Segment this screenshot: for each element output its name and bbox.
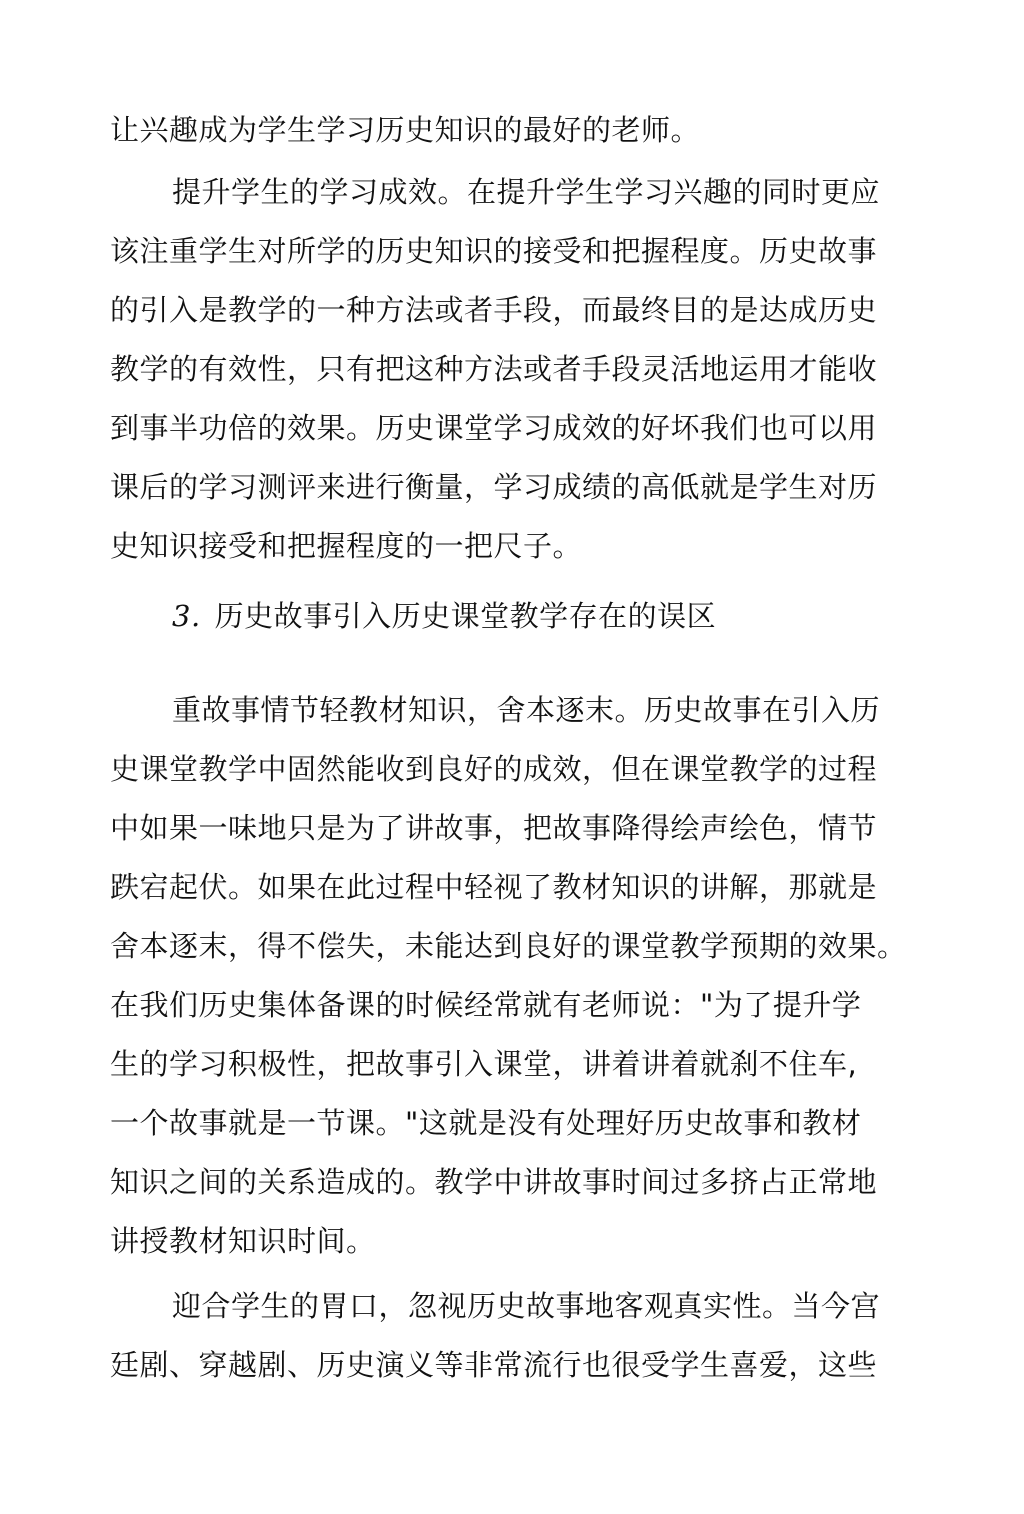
paragraph-2-line-8: 一个故事就是一节课。"这就是没有处理好历史故事和教材 (110, 1106, 862, 1140)
paragraph-2-line-7: 生的学习积极性，把故事引入课堂，讲着讲着就刹不住车, (110, 1047, 858, 1081)
text-line: 让兴趣成为学生学习历史知识的最好的老师。 (110, 113, 701, 147)
paragraph-1-line-7: 史知识接受和把握程度的一把尺子。 (110, 529, 583, 563)
section-heading-text: 历史故事引入历史课堂教学存在的误区 (214, 599, 717, 633)
paragraph-1-line-5: 到事半功倍的效果。历史课堂学习成效的好坏我们也可以用 (110, 411, 878, 445)
paragraph-3-line-2: 廷剧、穿越剧、历史演义等非常流行也很受学生喜爱，这些 (110, 1348, 878, 1382)
paragraph-2-line-1: 重故事情节轻教材知识，舍本逐末。历史故事在引入历 (172, 693, 881, 727)
paragraph-2-line-4: 跌宕起伏。如果在此过程中轻视了教材知识的讲解，那就是 (110, 870, 878, 904)
paragraph-2-line-9: 知识之间的关系造成的。教学中讲故事时间过多挤占正常地 (110, 1165, 878, 1199)
paragraph-2-line-2: 史课堂教学中固然能收到良好的成效，但在课堂教学的过程 (110, 752, 878, 786)
paragraph-1-line-4: 教学的有效性，只有把这种方法或者手段灵活地运用才能收 (110, 352, 878, 386)
section-heading-number: 3. (172, 599, 201, 633)
section-heading (172, 596, 716, 636)
paragraph-1-line-1: 提升学生的学习成效。在提升学生学习兴趣的同时更应 (172, 175, 881, 209)
paragraph-1-line-6: 课后的学习测评来进行衡量，学习成绩的高低就是学生对历 (110, 470, 878, 504)
paragraph-2-line-5: 舍本逐末，得不偿失，未能达到良好的课堂教学预期的效果。 (110, 929, 907, 963)
paragraph-1-line-3: 的引入是教学的一种方法或者手段，而最终目的是达成历史 (110, 293, 878, 327)
paragraph-2-line-6: 在我们历史集体备课的时候经常就有老师说："为了提升学 (110, 988, 862, 1022)
paragraph-1-line-2: 该注重学生对所学的历史知识的接受和把握程度。历史故事 (110, 234, 878, 268)
paragraph-2-line-3: 中如果一味地只是为了讲故事，把故事降得绘声绘色，情节 (110, 811, 878, 845)
paragraph-3-line-1: 迎合学生的胃口，忽视历史故事地客观真实性。当今宫 (172, 1289, 881, 1323)
paragraph-2-line-10: 讲授教材知识时间。 (110, 1224, 376, 1258)
